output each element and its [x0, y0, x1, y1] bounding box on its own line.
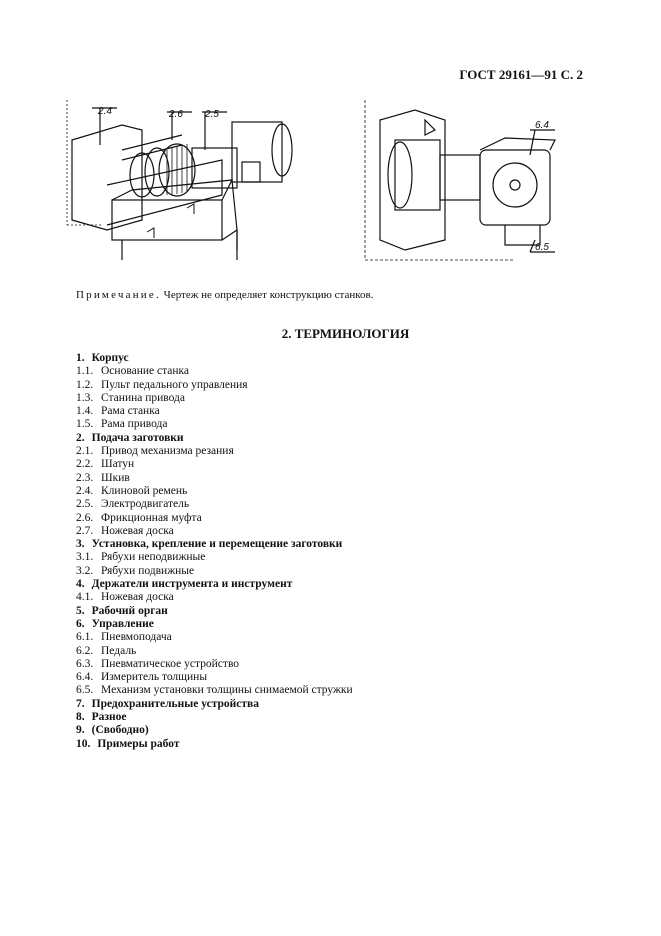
- item-number: 6.5.: [76, 684, 94, 697]
- section-heading-item: [76, 432, 353, 445]
- callout-6-4: 6.4: [535, 120, 549, 131]
- callout-2-5: 2.5: [205, 109, 219, 120]
- item-number: 1.3.: [76, 391, 94, 404]
- note-prefix: Примечание.: [76, 289, 161, 301]
- item-number: 10.: [76, 737, 91, 750]
- item-number: 4.: [76, 578, 85, 591]
- list-item: [76, 645, 353, 658]
- item-number: 3.1.: [76, 551, 94, 564]
- item-number: 3.2.: [76, 564, 94, 577]
- section-heading-item: [76, 711, 353, 724]
- section-heading-item: [76, 698, 353, 711]
- item-label: Измеритель толщины: [101, 671, 208, 684]
- list-item: [76, 551, 353, 564]
- list-item: [76, 392, 353, 405]
- drawing-note: [76, 289, 373, 301]
- item-label: Рябухи неподвижные: [101, 551, 206, 564]
- item-label: Рама станка: [101, 405, 160, 418]
- item-label: Ножевая доска: [101, 524, 174, 537]
- section-heading-item: [76, 605, 353, 618]
- section-heading-item: [76, 538, 353, 551]
- item-label: Основание станка: [101, 365, 190, 378]
- item-label: Рябухи подвижные: [101, 564, 195, 577]
- item-label: Установка, крепление и перемещение заготовки: [91, 538, 343, 551]
- item-label: Держатели инструмента и инструмент: [91, 578, 293, 591]
- section-heading-item: [76, 724, 353, 737]
- list-item: [76, 684, 353, 697]
- callout-2-4: 2.4: [98, 106, 112, 117]
- list-item: [76, 512, 353, 525]
- item-label: Разное: [91, 711, 127, 724]
- item-label: Рабочий орган: [91, 604, 168, 617]
- thickness-gauge-drawing-figure: [355, 100, 585, 270]
- list-item: [76, 631, 353, 644]
- item-number: 1.2.: [76, 378, 94, 391]
- callout-6-5: 6.5: [535, 242, 549, 253]
- list-item: [76, 405, 353, 418]
- item-label: Предохранительные устройства: [91, 697, 259, 710]
- item-number: 2.6.: [76, 511, 94, 524]
- section-heading-item: [76, 352, 353, 365]
- list-item: [76, 445, 353, 458]
- list-item: [76, 591, 353, 604]
- list-item: [76, 485, 353, 498]
- item-number: 8.: [76, 711, 85, 724]
- list-item: [76, 671, 353, 684]
- item-number: 9.: [76, 724, 85, 737]
- callout-2-6: 2.6: [169, 109, 183, 120]
- list-item: [76, 525, 353, 538]
- item-number: 1.4.: [76, 405, 94, 418]
- section-title: 2. ТЕРМИНОЛОГИЯ: [281, 326, 410, 341]
- item-label: Рама привода: [101, 418, 168, 431]
- list-item: [76, 379, 353, 392]
- item-number: 6.1.: [76, 631, 94, 644]
- item-label: Шкив: [101, 471, 130, 484]
- section-heading-item: [76, 618, 353, 631]
- section-heading-item: [76, 578, 353, 591]
- list-item: [76, 418, 353, 431]
- list-item: [76, 565, 353, 578]
- section-heading-item: [76, 738, 353, 751]
- item-label: Станина привода: [101, 391, 186, 404]
- list-item: [76, 498, 353, 511]
- item-number: 3.: [76, 538, 85, 551]
- item-label: Педаль: [101, 644, 137, 657]
- item-label: Управление: [91, 617, 154, 630]
- item-label: Фрикционная муфта: [101, 511, 202, 524]
- item-number: 2.1.: [76, 445, 94, 458]
- item-number: 6.3.: [76, 657, 94, 670]
- drive-drawing-figure: [62, 100, 297, 265]
- item-number: 2.7.: [76, 524, 94, 537]
- item-number: 7.: [76, 697, 85, 710]
- item-label: Привод механизма резания: [101, 445, 234, 458]
- item-label: Подача заготовки: [91, 431, 184, 444]
- item-number: 5.: [76, 604, 85, 617]
- item-number: 4.1.: [76, 591, 94, 604]
- item-number: 2.: [76, 431, 85, 444]
- item-number: 6.2.: [76, 644, 94, 657]
- list-item: [76, 365, 353, 378]
- item-number: 1.5.: [76, 418, 94, 431]
- item-number: 6.4.: [76, 671, 94, 684]
- item-label: Шатун: [101, 458, 135, 471]
- list-item: [76, 458, 353, 471]
- item-number: 6.: [76, 617, 85, 630]
- item-number: 2.4.: [76, 484, 94, 497]
- item-label: Ножевая доска: [101, 591, 174, 604]
- item-label: Корпус: [91, 352, 129, 364]
- list-item: [76, 658, 353, 671]
- terminology-list: [76, 352, 353, 751]
- item-number: 2.5.: [76, 498, 94, 511]
- item-label: Электродвигатель: [101, 498, 190, 511]
- item-number: 1.: [76, 352, 85, 364]
- item-label: Пневматическое устройство: [101, 657, 240, 670]
- item-label: Пульт педального управления: [101, 378, 248, 391]
- item-number: 2.3.: [76, 471, 94, 484]
- note-text: Чертеж не определяет конструкцию станков.: [160, 289, 374, 301]
- page-header: ГОСТ 29161—91 С. 2: [459, 67, 583, 82]
- list-item: [76, 472, 353, 485]
- item-label: Механизм установки толщины снимаемой стружки: [101, 684, 353, 697]
- item-label: Пневмоподача: [101, 631, 172, 644]
- item-number: 2.2.: [76, 458, 94, 471]
- item-label: (Свободно): [91, 724, 149, 737]
- item-number: 1.1.: [76, 365, 94, 378]
- item-label: Примеры работ: [97, 737, 180, 750]
- item-label: Клиновой ремень: [101, 484, 188, 497]
